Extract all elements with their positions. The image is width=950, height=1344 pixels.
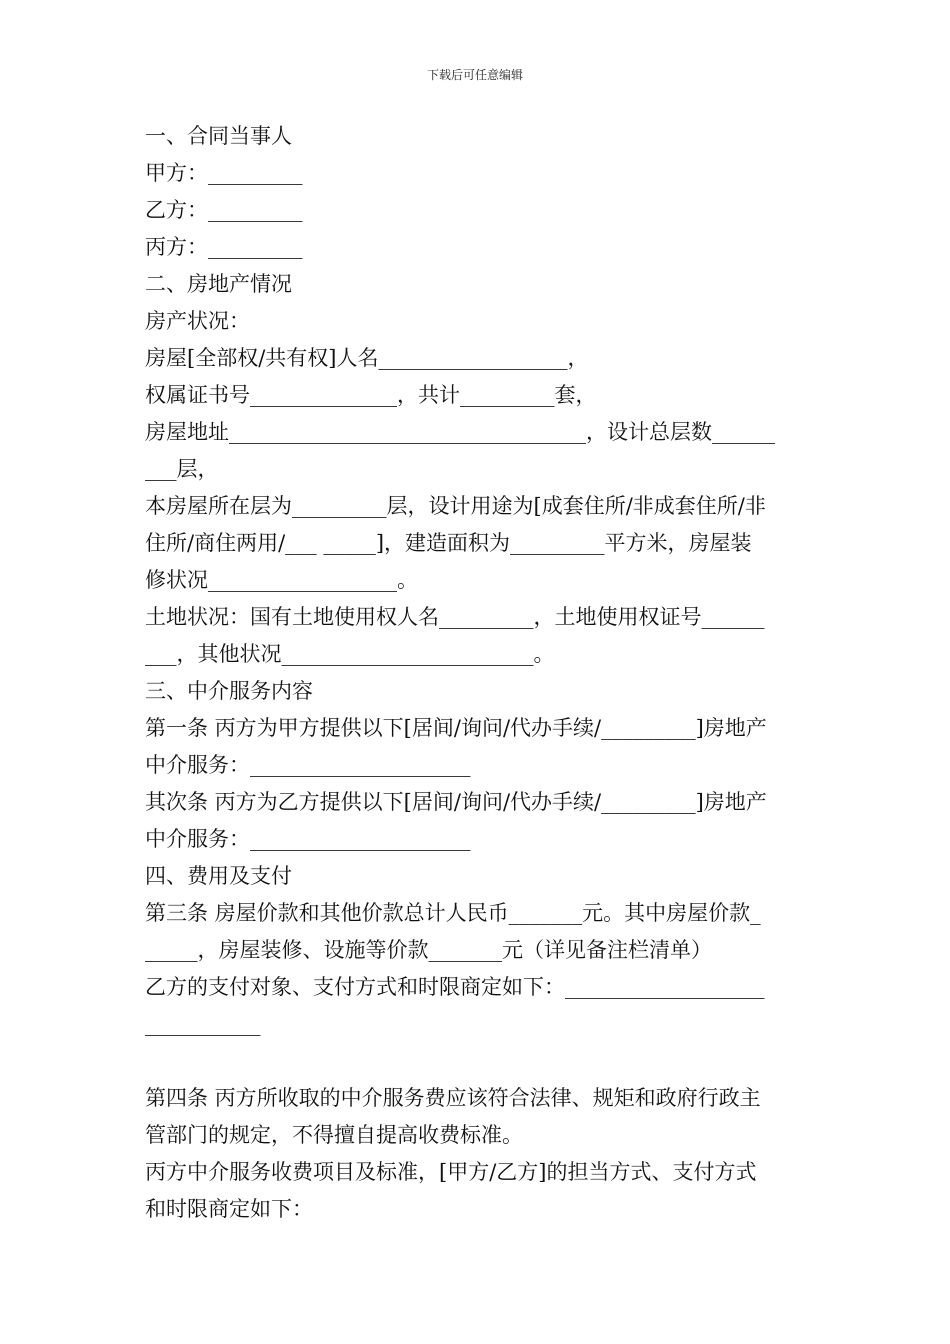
payment-terms-line-cont: ___________ xyxy=(145,1012,261,1036)
section-heading-services: 三、中介服务内容 xyxy=(145,679,313,703)
party-b-line: 乙方：_________ xyxy=(145,198,303,222)
article-3-line-cont: _____，房屋装修、设施等价款_______元（详见备注栏清单） xyxy=(145,938,712,962)
party-c-line: 丙方：_________ xyxy=(145,235,303,259)
article-4-line: 第四条 丙方所收取的中介服务费应该符合法律、规矩和政府行政主 xyxy=(145,1086,761,1110)
party-a-line: 甲方：_________ xyxy=(145,161,303,185)
fee-items-line-cont: 和时限商定如下： xyxy=(145,1197,313,1221)
address-line: 房屋地址__________________________________，设计总层数______ xyxy=(145,420,775,444)
floor-usage-line-cont: 住所/商住两用/___ _____]，建造面积为_________平方米，房屋装 xyxy=(145,531,752,555)
floor-usage-line: 本房屋所在层为_________层，设计用途为[成套住所/非成套住所/非 xyxy=(145,494,766,518)
article-2-line: 其次条 丙方为乙方提供以下[居间/询问/代办手续/_________]房地产 xyxy=(145,790,767,814)
article-1-line: 第一条 丙方为甲方提供以下[居间/询问/代办手续/_________]房地产 xyxy=(145,716,767,740)
land-status-line-cont: ___，其他状况________________________。 xyxy=(145,642,555,666)
contract-body xyxy=(145,118,809,1228)
article-1-line-cont: 中介服务：_____________________ xyxy=(145,753,471,777)
address-line-cont: ___层， xyxy=(145,457,219,481)
decoration-line: 修状况__________________。 xyxy=(145,568,418,592)
owner-name-line: 房屋[全部权/共有权]人名__________________， xyxy=(145,346,589,370)
page-header-note: 下载后可任意编辑 xyxy=(426,68,523,82)
article-2-line-cont: 中介服务：_____________________ xyxy=(145,827,471,851)
certificate-line: 权属证书号______________，共计_________套， xyxy=(145,383,597,407)
section-heading-fees: 四、费用及支付 xyxy=(145,864,292,888)
section-heading-parties: 一、合同当事人 xyxy=(145,124,292,148)
article-3-line: 第三条 房屋价款和其他价款总计人民币_______元。其中房屋价款_ xyxy=(145,901,761,925)
property-status-label: 房产状况： xyxy=(145,309,250,333)
article-4-line-cont: 管部门的规定，不得擅自提高收费标准。 xyxy=(145,1123,523,1147)
paragraph-spacer xyxy=(145,1043,809,1080)
fee-items-line: 丙方中介服务收费项目及标准，[甲方/乙方]的担当方式、支付方式 xyxy=(145,1160,757,1184)
land-status-line: 土地状况：国有土地使用权人名_________，土地使用权证号______ xyxy=(145,605,765,629)
payment-terms-line: 乙方的支付对象、支付方式和时限商定如下：___________________ xyxy=(145,975,765,999)
section-heading-property: 二、房地产情况 xyxy=(145,272,292,296)
